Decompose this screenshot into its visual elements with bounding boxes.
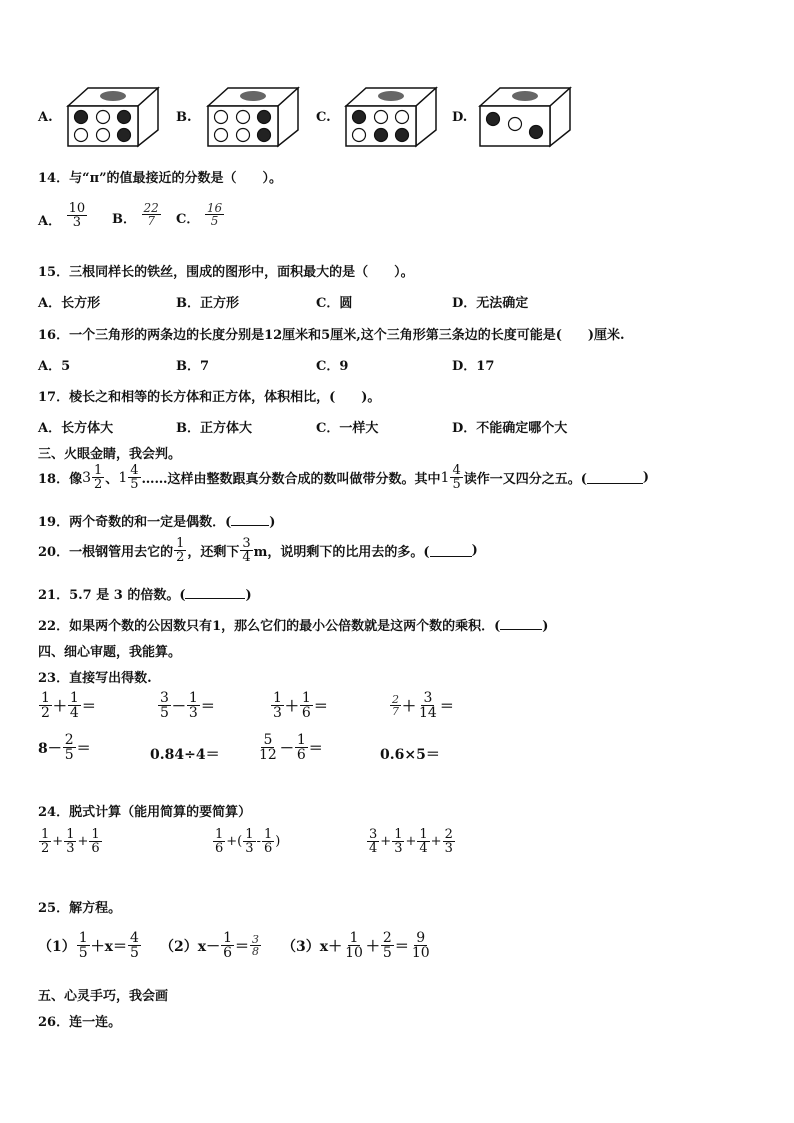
- q18-mixed1-whole: 3: [82, 469, 92, 486]
- fraction: 9 10: [411, 930, 430, 961]
- q18-mixed3-fraction: [450, 464, 462, 491]
- q14-option-c-label: C．: [176, 212, 200, 227]
- box-dot-black: [530, 126, 543, 139]
- q23-item-5-prefix: 8－: [38, 740, 62, 757]
- fraction-denominator: 4: [242, 550, 251, 565]
- section-4-heading: 四、细心审题，我能算。: [38, 645, 182, 660]
- q18-mixed3-whole: 1: [440, 469, 450, 486]
- q14-text: 14．与“π”的值最接近的分数是（ ）。: [38, 171, 283, 186]
- q15-option-a: A．长方形: [38, 296, 101, 311]
- q15-option-d: D．无法确定: [452, 296, 529, 311]
- q23-item-7: 5 12 － 1 6 ＝: [259, 732, 323, 763]
- fraction: 1 6: [91, 827, 100, 856]
- q13-option-c-label: C.: [316, 110, 331, 125]
- q14-option-a-fraction: [67, 202, 88, 229]
- section-3-heading: 三、火眼金睛，我会判。: [38, 447, 182, 462]
- q21-close-paren: ): [245, 588, 252, 603]
- q18-prefix: 18．像: [38, 472, 83, 487]
- box-dot-black: [375, 129, 388, 142]
- q21-text: 21．5.7 是 3 的倍数。(: [38, 588, 186, 603]
- q23-title: 23．直接写出得数.: [38, 671, 152, 686]
- fraction: 1 3: [245, 827, 254, 856]
- q18-mixed2-whole: 1: [118, 469, 128, 486]
- q18: [38, 464, 649, 491]
- fraction-denominator: 5: [210, 214, 219, 228]
- q23-item-6: 0.84÷4＝: [150, 747, 220, 763]
- fraction-denominator: 3: [72, 215, 82, 230]
- fraction-numerator: 4: [130, 463, 139, 478]
- q25-eq1-label: （1）: [38, 938, 76, 955]
- fraction-denominator: 5: [130, 477, 139, 492]
- q13-option-b-label: B.: [176, 110, 192, 125]
- box-d-figure: [476, 86, 572, 148]
- equals-sign: ＝: [76, 740, 91, 757]
- q14-option-c: [176, 202, 225, 227]
- q15-option-c: C．圆: [316, 296, 353, 311]
- fraction: 2 3: [444, 827, 453, 856]
- box-dot-black: [258, 129, 271, 142]
- box-dot-black: [396, 129, 409, 142]
- box-c-figure: [342, 86, 438, 148]
- q22-close-paren: ): [542, 619, 549, 634]
- fraction: 1 4: [69, 690, 79, 721]
- q17-option-a: A．长方体大: [38, 421, 114, 436]
- box-dot-black: [487, 113, 500, 126]
- fraction: 1 6: [263, 827, 273, 856]
- q19-text: 19．两个奇数的和一定是偶数．(: [38, 515, 232, 530]
- q16-option-d: D．17: [452, 359, 495, 374]
- q14-option-b: [112, 202, 162, 227]
- q23-item-1: 1 2 ＋ 1 4 ＝: [41, 690, 96, 721]
- fraction: [63, 733, 76, 762]
- q14-option-a-label: A．: [38, 214, 62, 229]
- q17-option-b: B．正方体大: [176, 421, 252, 436]
- fraction: 1 5: [78, 930, 88, 961]
- fraction-numerator: 2: [64, 732, 74, 748]
- q23-item-8: 0.6×5＝: [380, 747, 440, 763]
- box-dot-black: [353, 111, 366, 124]
- box-dot-white: [215, 111, 228, 124]
- fraction: 3 8: [252, 933, 260, 958]
- box-dot-white: [97, 129, 110, 142]
- box-dot-white: [237, 111, 250, 124]
- q20-answer-blank[interactable]: [430, 544, 472, 557]
- q14-option-b-label: B．: [112, 212, 136, 227]
- q24-title: 24．脱式计算（能用简算的要简算）: [38, 805, 252, 820]
- fraction: 3 5: [160, 690, 169, 721]
- fraction-numerator: 3: [242, 536, 251, 551]
- q17-option-c: C．一样大: [316, 421, 379, 436]
- fraction-denominator: 2: [94, 477, 103, 492]
- fraction-numerator: 22: [143, 201, 159, 215]
- fraction: 1 6: [296, 732, 306, 763]
- q18-separator: 、: [105, 472, 119, 487]
- fraction: 3 4: [369, 827, 378, 856]
- box-a-figure: [64, 86, 160, 148]
- q24-item-2: 1 6 +( 1 3 - 1 6 ): [215, 827, 281, 856]
- q14-option-b-fraction: [142, 202, 161, 227]
- box-dot-black: [75, 111, 88, 124]
- fraction: 1 6: [223, 930, 233, 961]
- q23-item-3: 1 3 ＋ 1 6 ＝: [273, 690, 328, 721]
- box-dot-white: [353, 129, 366, 142]
- box-b-figure: [204, 86, 300, 148]
- q23-item-5: [38, 733, 91, 762]
- q14-option-c-fraction: [205, 202, 224, 227]
- fraction-denominator: 2: [176, 550, 185, 565]
- q25-title: 25．解方程。: [38, 901, 122, 916]
- q16-option-b: B．7: [176, 359, 210, 374]
- section-5-heading: 五、心灵手巧，我会画: [38, 989, 169, 1004]
- q25-eq3-label: （3）x＋: [282, 938, 343, 955]
- q18-answer-blank[interactable]: [587, 471, 643, 484]
- q18-suffix: 读作一又四分之五。(: [463, 472, 587, 487]
- q15-option-b: B．正方形: [176, 296, 239, 311]
- fraction: 1 10: [345, 930, 363, 961]
- fraction-numerator: 16: [206, 201, 223, 215]
- q18-mixed1-fraction: [92, 464, 104, 491]
- q23-item-4: 2 7 ＋ 3 14 ＝: [392, 690, 454, 721]
- q20-middle-text: ，还剩下: [187, 545, 240, 560]
- q22: [38, 615, 548, 634]
- q20-fraction-used: [174, 537, 186, 564]
- q13-option-a-box: [64, 86, 160, 148]
- fraction-numerator: 1: [176, 536, 185, 551]
- fraction: 2 7: [392, 693, 399, 718]
- q25-equation-2: （2）x－ 1 6 ＝ 3 8: [160, 930, 260, 961]
- fraction-numerator: 4: [452, 463, 461, 478]
- q17-text: 17．棱长之和相等的长方体和正方体，体积相比，( )。: [38, 390, 381, 405]
- q20-suffix: m，说明剩下的比用去的多。(: [253, 545, 430, 560]
- q13-option-c-box: [342, 86, 438, 148]
- box-dot-black: [118, 111, 131, 124]
- fraction: 2 5: [382, 930, 392, 961]
- q17-option-d: D．不能确定哪个大: [452, 421, 568, 436]
- fraction: 1 2: [41, 690, 50, 721]
- q13-option-d-box: [476, 86, 572, 148]
- q16-text: 16．一个三角形的两条边的长度分别是12厘米和5厘米,这个三角形第三条边的长度可能是( )厘米.: [38, 328, 625, 343]
- fraction-numerator: 1: [94, 463, 103, 478]
- q22-text: 22．如果两个数的公因数只有1，那么它们的最小公倍数就是这两个数的乘积．(: [38, 619, 501, 634]
- q20-prefix: 20．一根钢管用去它的: [38, 545, 174, 560]
- q25-equation-3: （3）x＋ 1 10 ＋ 2 5 ＝ 9 10: [282, 930, 430, 961]
- fraction: 1 2: [41, 827, 50, 856]
- box-dot-white: [215, 129, 228, 142]
- q19-close-paren: ): [269, 515, 276, 530]
- fraction: 3 14: [419, 690, 437, 721]
- q14-option-a: [38, 202, 88, 229]
- box-dot-white: [509, 118, 522, 131]
- q21-answer-blank[interactable]: [185, 586, 245, 599]
- q13-option-d-label: D.: [452, 110, 468, 125]
- q26-title: 26．连一连。: [38, 1015, 122, 1030]
- box-dot-white: [375, 111, 388, 124]
- fraction-numerator: 10: [68, 201, 86, 216]
- q19: [38, 511, 275, 530]
- fraction-denominator: 5: [64, 747, 74, 763]
- q13-option-a-label: A.: [38, 110, 53, 125]
- fraction-denominator: 5: [452, 477, 461, 492]
- q16-option-c: C．9: [316, 359, 349, 374]
- box-dot-white: [97, 111, 110, 124]
- q24-item-3: 3 4 + 1 3 + 1 4 + 2 3: [369, 827, 453, 856]
- box-dot-black: [118, 129, 131, 142]
- box-dot-white: [396, 111, 409, 124]
- q22-answer-blank[interactable]: [500, 617, 542, 630]
- q15-text: 15．三根同样长的铁丝，围成的图形中，面积最大的是（ ）。: [38, 265, 414, 280]
- fraction: 1 3: [66, 827, 75, 856]
- q18-close-paren: ): [642, 470, 650, 485]
- box-dot-black: [258, 111, 271, 124]
- q23-item-2: 3 5 － 1 3 ＝: [160, 690, 215, 721]
- fraction: 1 3: [394, 827, 403, 856]
- q25-equation-1: （1） 1 5 ＋x＝ 4 5: [38, 930, 139, 961]
- fraction: 4 5: [130, 930, 139, 961]
- fraction: 1 3: [188, 690, 198, 721]
- q13-option-b-box: [204, 86, 300, 148]
- box-dot-white: [75, 129, 88, 142]
- q19-answer-blank[interactable]: [231, 513, 269, 526]
- q21: [38, 584, 252, 603]
- fraction: 1 6: [215, 827, 224, 856]
- q18-middle-text: ……这样由整数跟真分数合成的数叫做带分数。其中: [141, 472, 441, 487]
- q18-mixed2-fraction: [128, 464, 140, 491]
- fraction: 1 3: [273, 690, 282, 721]
- fraction-denominator: 7: [147, 214, 155, 228]
- fraction: 5 12: [259, 732, 277, 763]
- q16-option-a: A．5: [38, 359, 71, 374]
- box-dot-white: [237, 129, 250, 142]
- q20: [38, 537, 478, 564]
- q20-close-paren: ): [471, 543, 478, 558]
- fraction: 1 6: [301, 690, 311, 721]
- q24-item-1: 1 2 + 1 3 + 1 6: [41, 827, 100, 856]
- fraction: 1 4: [419, 827, 428, 856]
- q25-eq2-label: （2）x－: [160, 938, 221, 955]
- q20-fraction-left: [240, 537, 252, 564]
